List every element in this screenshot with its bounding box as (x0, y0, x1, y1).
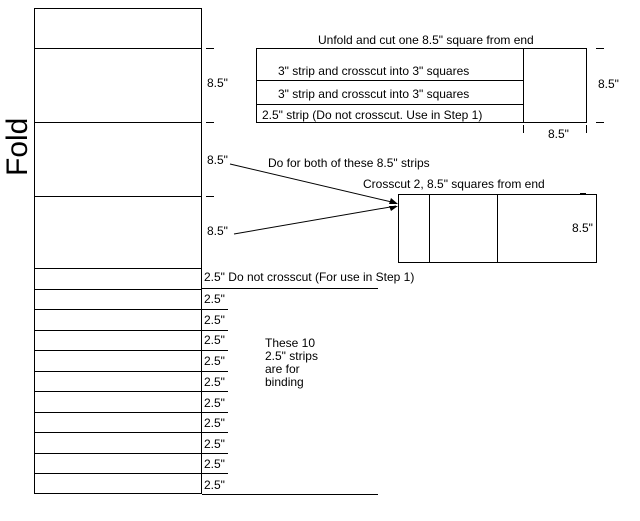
binding-strip-label: 2.5" (204, 313, 225, 327)
binding-strip-label: 2.5" (204, 333, 225, 347)
binding-strip-label: 2.5" (204, 354, 225, 368)
binding-strip-label: 2.5" (204, 292, 225, 306)
crosscut-instruction: Do for both of these 8.5" strips (268, 156, 430, 170)
binding-note-line: binding (265, 375, 304, 389)
unfold-square-height: 8.5" (598, 77, 619, 91)
unfold-row-label: 2.5" strip (Do not crosscut. Use in Step 1) (262, 108, 483, 122)
binding-strip-label: 2.5" (204, 478, 225, 492)
binding-note-line: are for (265, 362, 300, 376)
binding-note-line: These 10 (265, 336, 316, 350)
fold-label: Fold (1, 117, 34, 176)
crosscut-panel-title: Crosscut 2, 8.5" squares from end (363, 177, 545, 191)
binding-strip-label: 2.5" (204, 416, 225, 430)
arrow-line (234, 206, 396, 234)
arrow-head (389, 206, 398, 211)
no-crosscut-strip-label: 2.5" Do not crosscut (For use in Step 1) (204, 270, 415, 284)
unfold-panel-title: Unfold and cut one 8.5" square from end (318, 33, 534, 47)
unfold-row-label: 3" strip and crosscut into 3" squares (278, 87, 470, 101)
binding-strip-label: 2.5" (204, 375, 225, 389)
arrow-head (389, 198, 398, 204)
strip-height-label: 8.5" (207, 224, 228, 238)
binding-strip-label: 2.5" (204, 457, 225, 471)
binding-note (265, 337, 318, 389)
unfold-square-width: 8.5" (548, 127, 569, 141)
strip-height-label: 8.5" (207, 153, 228, 167)
crosscut-height-label: 8.5" (572, 221, 593, 235)
binding-note-line: 2.5" strips (265, 349, 318, 363)
strip-height-label: 8.5" (207, 76, 228, 90)
unfold-row-label: 3" strip and crosscut into 3" squares (278, 64, 470, 78)
binding-strip-label: 2.5" (204, 437, 225, 451)
binding-strip-label: 2.5" (204, 396, 225, 410)
